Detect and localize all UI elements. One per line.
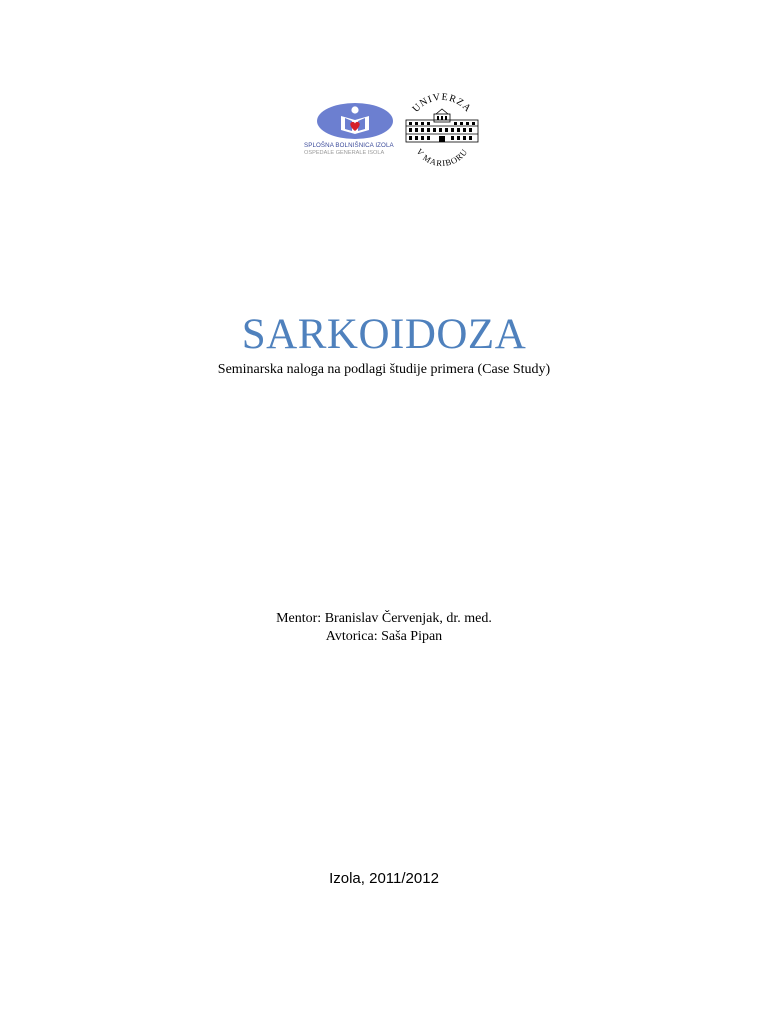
place-date: Izola, 2011/2012	[329, 870, 439, 887]
hospital-subname: OSPEDALE GENERALE ISOLA	[304, 150, 385, 156]
document-title: SARKOIDOZA	[241, 311, 527, 358]
mentor-line: Mentor: Branislav Červenjak, dr. med.	[276, 611, 492, 626]
document-subtitle: Seminarska naloga na podlagi študije primera (Case Study)	[217, 362, 551, 377]
svg-text:UNIVERZA: UNIVERZA	[410, 91, 474, 115]
author-line: Avtorica: Saša Pipan	[325, 629, 443, 644]
hospital-emblem-icon	[316, 102, 394, 140]
university-seal-logo	[402, 90, 482, 170]
svg-text:V MARIBORU: V MARIBORU	[414, 146, 470, 169]
hospital-logo	[304, 98, 404, 162]
hospital-name: SPLOŠNA BOLNIŠNICA IZOLA	[304, 142, 394, 149]
